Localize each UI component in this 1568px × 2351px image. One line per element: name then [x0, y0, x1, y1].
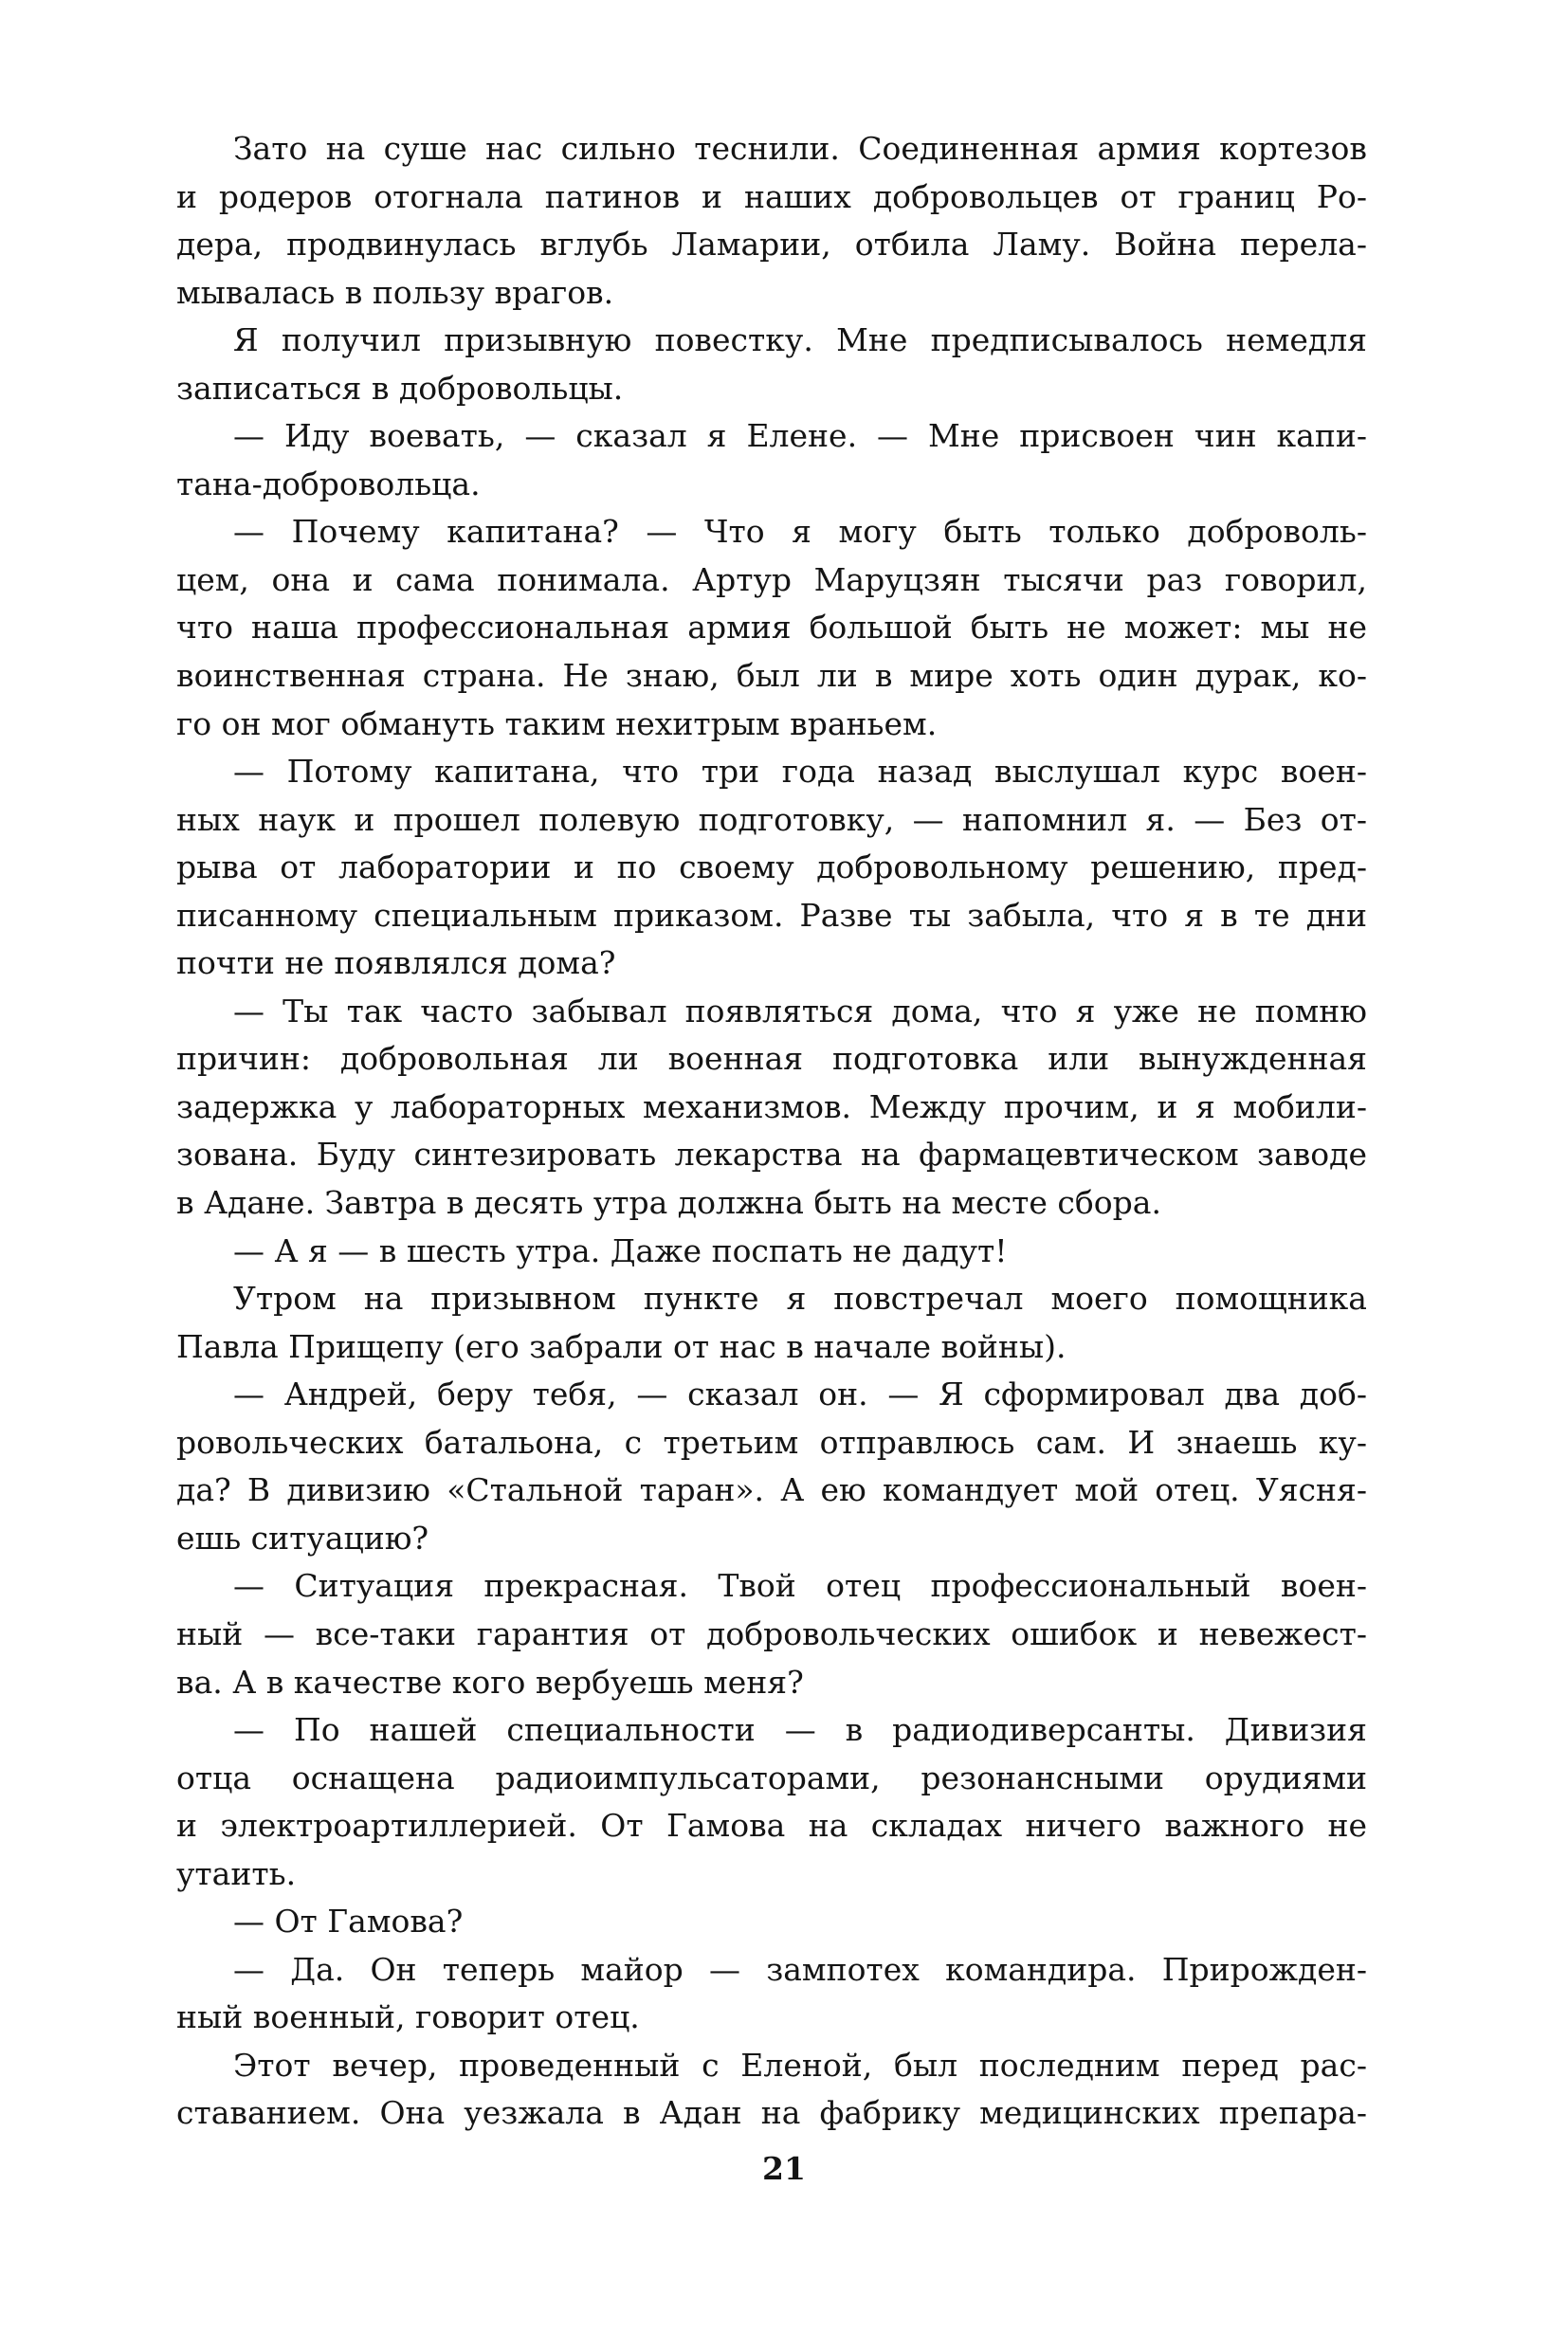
- text-line: Павла Прищепу (его забрали от нас в начале войны).: [176, 1327, 1067, 1365]
- paragraph: [176, 988, 1367, 1228]
- text-line: Зато на суше нас сильно теснили. Соединенная армия кортезов: [233, 130, 1367, 167]
- paragraph: [176, 1706, 1367, 1898]
- paragraph: [176, 508, 1367, 748]
- text-line: записаться в добровольцы.: [176, 369, 624, 407]
- text-line: и электроартиллерией. От Гамова на складах ничего важного не: [176, 1807, 1367, 1845]
- paragraph: [176, 1275, 1367, 1371]
- text-line: почти не появлялся дома?: [176, 944, 616, 982]
- text-line: ва. А в качестве кого вербуешь меня?: [176, 1663, 804, 1701]
- text-line: — Почему капитана? — Что я могу быть только доброволь-: [233, 513, 1367, 551]
- text-line: Я получил призывную повестку. Мне предписывалось немедля: [233, 321, 1367, 359]
- text-line: рыва от лаборатории и по своему добровольному решению, пред-: [176, 848, 1367, 886]
- paragraph: [176, 1562, 1367, 1706]
- text-line: дера, продвинулась вглубь Ламарии, отбила Ламу. Война перела-: [176, 226, 1367, 264]
- text-line: мывалась в пользу врагов.: [176, 273, 614, 311]
- text-line: задержка у лабораторных механизмов. Между прочим, и я мобили-: [176, 1087, 1367, 1125]
- text-line: да? В дивизию «Стальной таран». А ею командует мой отец. Уясня-: [176, 1471, 1367, 1509]
- text-line: ешь ситуацию?: [176, 1519, 429, 1557]
- text-line: ный военный, говорит отец.: [176, 1998, 640, 2036]
- text-line: го он мог обмануть таким нехитрым враньем.: [176, 704, 938, 742]
- text-line: и родеров отогнала патинов и наших добровольцев от границ Ро-: [176, 177, 1367, 215]
- page-number: 21: [762, 2150, 806, 2187]
- text-line: цем, она и сама понимала. Артур Маруцзян тысячи раз говорил,: [176, 560, 1367, 598]
- paragraph: [176, 2042, 1367, 2138]
- text-line: отца оснащена радиоимпульсаторами, резонансными орудиями: [176, 1759, 1367, 1796]
- text-line: — Иду воевать, — сказал я Елене. — Мне присвоен чин капи-: [233, 417, 1367, 455]
- text-line: Утром на призывном пункте я повстречал моего помощника: [233, 1280, 1367, 1318]
- paragraph: [176, 748, 1367, 988]
- text-line: — Ситуация прекрасная. Твой отец профессиональный воен-: [233, 1567, 1367, 1605]
- text-line: воинственная страна. Не знаю, был ли в мире хоть один дурак, ко-: [176, 657, 1367, 695]
- text-line: — Ты так часто забывал появляться дома, что я уже не помню: [233, 992, 1367, 1030]
- text-line: — Да. Он теперь майор — зампотех командира. Прирожден-: [233, 1950, 1367, 1988]
- paragraph: [176, 1898, 1367, 1946]
- text-line: в Адане. Завтра в десять утра должна быть на месте сбора.: [176, 1184, 1161, 1222]
- text-line: — Потому капитана, что три года назад выслушал курс воен-: [233, 753, 1367, 791]
- paragraph: [176, 125, 1367, 317]
- text-line: ный — все-таки гарантия от добровольческих ошибок и невежест-: [176, 1614, 1367, 1652]
- paragraph: [176, 1946, 1367, 2042]
- text-line: Этот вечер, проведенный с Еленой, был последним перед рас-: [233, 2046, 1367, 2084]
- text-line: ставанием. Она уезжала в Адан на фабрику медицинских препара-: [176, 2094, 1367, 2132]
- paragraph: [176, 1371, 1367, 1562]
- text-line: зована. Буду синтезировать лекарства на фармацевтическом заводе: [176, 1136, 1367, 1174]
- text-line: что наша профессиональная армия большой быть не может: мы не: [176, 609, 1367, 647]
- text-line: — По нашей специальности — в радиодиверсанты. Дивизия: [233, 1711, 1367, 1749]
- page-body-text: [176, 125, 1367, 2138]
- paragraph: [176, 317, 1367, 412]
- text-line: утаить.: [176, 1854, 297, 1892]
- text-line: — А я — в шесть утра. Даже поспать не дадут!: [233, 1231, 1008, 1269]
- paragraph: [176, 1228, 1367, 1276]
- text-line: тана-добровольца.: [176, 465, 481, 502]
- text-line: писанному специальным приказом. Разве ты забыла, что я в те дни: [176, 896, 1367, 934]
- paragraph: [176, 412, 1367, 508]
- text-line: ровольческих батальона, с третьим отправлюсь сам. И знаешь ку-: [176, 1423, 1367, 1461]
- text-line: ных наук и прошел полевую подготовку, — напомнил я. — Без от-: [176, 800, 1367, 838]
- text-line: — Андрей, беру тебя, — сказал он. — Я сформировал два доб-: [233, 1376, 1367, 1413]
- text-line: причин: добровольная ли военная подготовка или вынужденная: [176, 1040, 1367, 1078]
- text-line: — От Гамова?: [233, 1903, 464, 1941]
